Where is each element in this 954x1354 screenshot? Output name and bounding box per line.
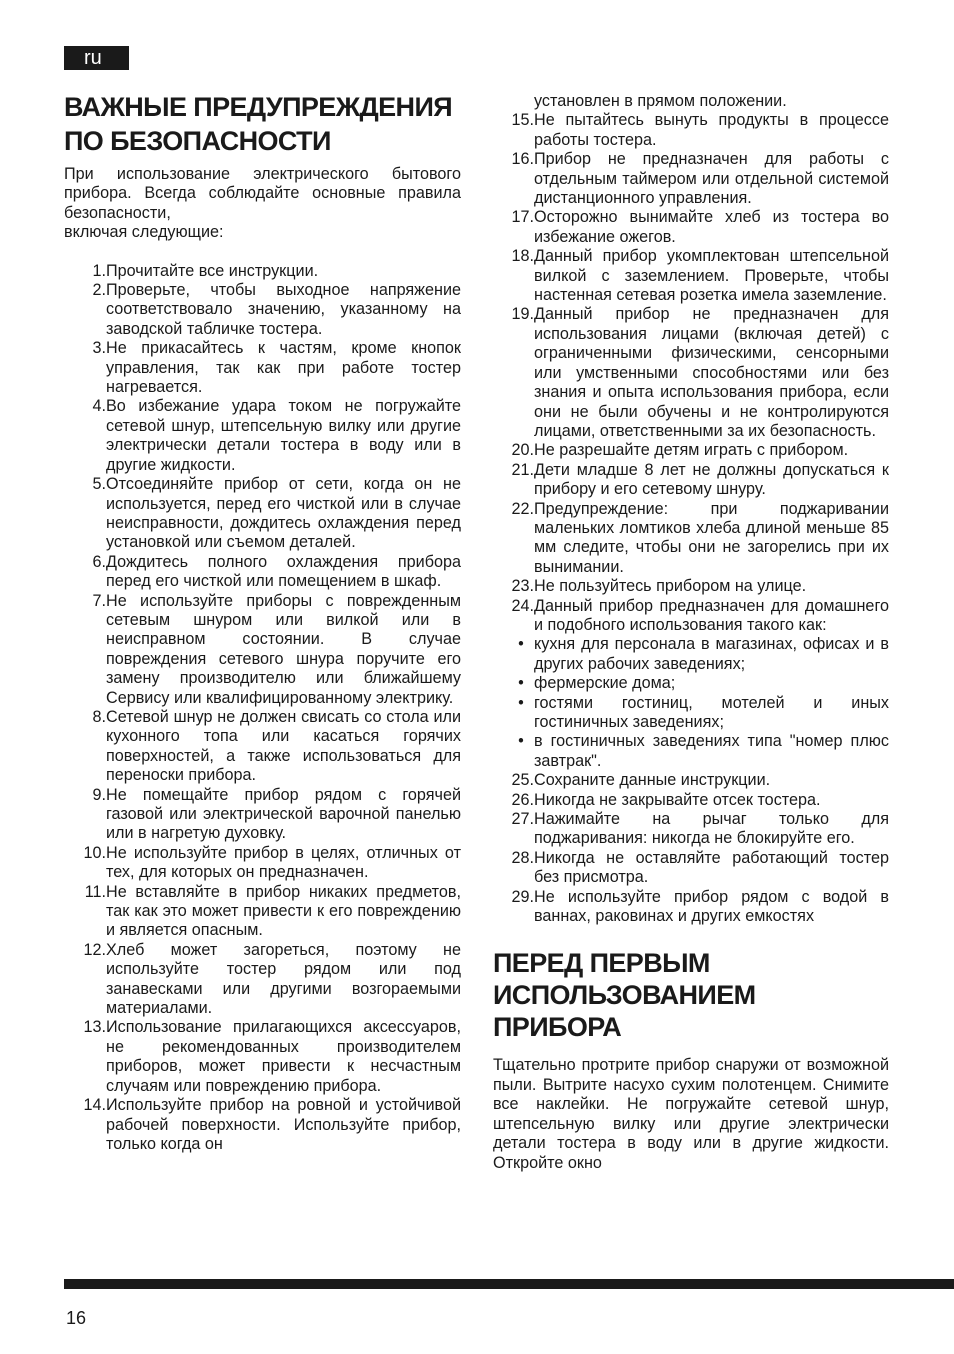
list-item-text: Никогда не закрывайте отсек тостера.	[534, 790, 821, 809]
list-item-text: Сетевой шнур не должен свисать со стола или кухонного топа или касаться горячих поверхностей, а также использоваться для переноски прибора.	[106, 707, 461, 785]
list-item-text: Прочитайте все инструкции.	[106, 261, 319, 280]
list-item-number	[493, 771, 534, 790]
list-item-number	[64, 592, 106, 708]
list-item-number	[493, 810, 534, 849]
list-item-marker: 5.	[92, 475, 106, 494]
list-item-marker: 19.	[511, 305, 534, 324]
list-item-marker: 1.	[92, 261, 106, 280]
list-item-number	[64, 397, 106, 475]
list-item-number	[64, 553, 106, 592]
list-item-number	[493, 305, 534, 441]
list-item-marker: 10.	[83, 843, 106, 862]
list-item-marker: 16.	[511, 150, 534, 169]
list-item-marker: 7.	[92, 591, 106, 610]
list-item	[493, 500, 889, 578]
list-item	[493, 461, 889, 500]
list-item-number	[493, 461, 534, 500]
list-item	[64, 844, 461, 883]
list-item-marker: 6.	[92, 552, 106, 571]
list-item	[493, 791, 889, 810]
list-item-text: Нажимайте на рычаг только для поджаривания: никогда не блокируйте его.	[534, 810, 889, 848]
list-item-marker: •	[518, 635, 524, 654]
list-item-number	[64, 1018, 106, 1096]
list-item-number	[493, 111, 534, 150]
list-item-marker: 2.	[92, 281, 106, 300]
list-item	[493, 441, 889, 460]
list-item-marker: 15.	[511, 111, 534, 130]
list-item-number	[64, 883, 106, 941]
bullet-item	[493, 694, 889, 733]
list-item-number	[493, 500, 534, 578]
item-14-continuation: установлен в прямом положении.	[534, 92, 787, 110]
safety-intro-line2: включая следующие:	[64, 223, 224, 242]
list-item	[493, 888, 889, 927]
list-item-marker: 18.	[511, 247, 534, 266]
list-item-text: в гостиничных заведениях типа "номер плюс завтрак".	[534, 732, 889, 770]
list-item	[493, 849, 889, 888]
safety-intro-line1: При использование электрического бытового прибора. Всегда соблюдайте основные правила безопасности,	[64, 165, 461, 222]
list-item-number	[64, 475, 106, 553]
list-item-marker: 4.	[92, 397, 106, 416]
list-item-number	[64, 1096, 106, 1154]
list-item-text: Не прикасайтесь к частям, кроме кнопок управления, так как при работе тостер нагревается.	[106, 339, 461, 397]
list-item-text: Не разрешайте детям играть с прибором.	[534, 441, 849, 460]
list-item-number	[493, 247, 534, 305]
list-item-marker: •	[518, 674, 524, 693]
list-item-number	[493, 849, 534, 888]
list-item-number	[64, 708, 106, 786]
list-item-number	[493, 674, 534, 693]
list-item	[64, 883, 461, 941]
safety-title-line1: ВАЖНЫЕ ПРЕДУПРЕЖДЕНИЯ	[64, 92, 453, 122]
list-item-marker: 22.	[511, 499, 534, 518]
bullet-item	[493, 674, 889, 693]
right-column	[493, 92, 889, 1173]
left-column	[64, 90, 461, 1154]
list-item-marker: 24.	[511, 596, 534, 615]
list-item	[493, 247, 889, 305]
list-item-marker: 11.	[84, 882, 106, 901]
list-item-text: Дети младше 8 лет не должны допускаться к прибору и его сетевому шнуру.	[534, 460, 889, 499]
list-item	[64, 1096, 461, 1154]
list-item	[64, 786, 461, 844]
list-item	[493, 810, 889, 849]
first-use-title-line1: ПЕРЕД ПЕРВЫМ	[493, 948, 710, 979]
list-item-marker: 27.	[511, 810, 534, 829]
list-item-number	[493, 577, 534, 596]
list-item	[493, 771, 889, 790]
list-item	[64, 262, 461, 281]
list-item-marker: 17.	[511, 208, 534, 227]
list-item-text: Не пользуйтесь прибором на улице.	[534, 577, 807, 596]
list-item-text: Прибор не предназначен для работы с отдельным таймером или отдельной системой дистанционного управления.	[534, 150, 889, 208]
list-item	[493, 150, 889, 208]
list-item-marker: 25.	[511, 771, 534, 790]
first-use-title-line3: ПРИБОРА	[493, 1012, 622, 1043]
bullet-item	[493, 732, 889, 771]
list-item-marker: 26.	[511, 790, 534, 809]
list-item-text: Не пытайтесь вынуть продукты в процессе работы тостера.	[534, 111, 889, 149]
list-item-text: Не используйте прибор рядом с водой в ваннах, раковинах и других емкостях	[534, 887, 889, 926]
list-item-text: Дождитесь полного охлаждения прибора перед его чисткой или помещением в шкаф.	[106, 552, 461, 591]
list-item-number	[64, 786, 106, 844]
language-badge: ru	[64, 46, 129, 70]
list-item-text: кухня для персонала в магазинах, офисах и в других рабочих заведениях;	[534, 635, 889, 673]
list-item-marker: 13.	[83, 1018, 106, 1037]
list-item-text: Не используйте прибор в целях, отличных от тех, для которых он предназначен.	[106, 843, 461, 882]
list-item-marker: 3.	[92, 339, 106, 358]
list-item-number	[493, 791, 534, 810]
list-item-number	[493, 694, 534, 733]
list-item-number	[64, 339, 106, 397]
page-number: 16	[66, 1308, 87, 1328]
first-use-title	[493, 947, 889, 1043]
list-item-text: Использование прилагающихся аксессуаров, не рекомендованных производителем приборов, может привести к несчастным случаям или повреждению прибора.	[106, 1018, 461, 1095]
list-item-number	[64, 941, 106, 1019]
list-item-number	[64, 281, 106, 339]
first-use-paragraph: Тщательно протрите прибор снаружи от возможной пыли. Вытрите насухо сухим полотенцем. Снимите все наклейки. Не погружайте сетевой шнур, штепсельную вилку или другие электрически детали тостера в воду или в другие жидкости. Откройте окно	[493, 1056, 889, 1172]
safety-title-line2: ПО БЕЗОПАСНОСТИ	[64, 126, 331, 156]
list-item-number	[64, 844, 106, 883]
list-item-marker: 28.	[511, 848, 534, 867]
list-item-marker: •	[518, 693, 524, 712]
list-item-text: Предупреждение: при поджаривании маленьких ломтиков хлеба длиной меньше 85 мм следите, чтобы они не загорелись при их вынимании.	[534, 499, 889, 576]
list-item-text: Не помещайте прибор рядом с горячей газовой или электрической варочной панелью или в нагретую духовку.	[106, 785, 461, 843]
list-item-marker: 9.	[92, 785, 106, 804]
safety-intro	[64, 165, 461, 243]
list-item-marker: 12.	[83, 940, 106, 959]
list-item-marker: 14.	[83, 1096, 106, 1115]
list-item-number	[493, 888, 534, 927]
list-item-text: Отсоединяйте прибор от сети, когда он не используется, перед его чисткой или в случае неисправности, дождитесь охлаждения перед установкой или съемом деталей.	[106, 475, 461, 552]
list-item-text: Используйте прибор на ровной и устойчивой рабочей поверхности. Используйте прибор, только когда он	[106, 1096, 461, 1153]
list-item-text: Данный прибор не предназначен для использования лицами (включая детей) с ограниченными физическими, сенсорными или умственными способностями или без знания и опыта использования прибора, если они не были обучены и не контролируются лицами, ответственными за их безопасность.	[534, 305, 889, 440]
list-item	[64, 708, 461, 786]
list-item-marker: 21.	[511, 460, 534, 479]
list-item	[64, 475, 461, 553]
list-item	[64, 553, 461, 592]
list-item	[64, 1018, 461, 1096]
bullet-item	[493, 635, 889, 674]
list-item-text: Осторожно вынимайте хлеб из тостера во избежание ожегов.	[534, 208, 889, 246]
safety-list-left	[64, 262, 461, 1155]
list-item-text: Данный прибор предназначен для домашнего и подобного использования такого как:	[534, 596, 889, 634]
list-item-text: гостями гостиниц, мотелей и иных гостиничных заведениях;	[534, 693, 889, 731]
list-item	[64, 281, 461, 339]
list-item	[493, 111, 889, 150]
list-item	[64, 592, 461, 708]
list-item-number	[493, 635, 534, 674]
list-item-text: Никогда не оставляйте работающий тостер без присмотра.	[534, 848, 889, 887]
list-item	[493, 597, 889, 636]
list-item	[493, 577, 889, 596]
list-item-number	[493, 441, 534, 460]
safety-title	[64, 90, 461, 158]
list-item-number	[64, 262, 106, 281]
safety-list-right	[493, 111, 889, 926]
list-item-text: Во избежание удара током не погружайте сетевой шнур, штепсельную вилку или другие электрически детали тостера в воду или в другие жидкости.	[106, 397, 461, 474]
list-item-text: Сохраните данные инструкции.	[534, 771, 771, 790]
list-item	[493, 305, 889, 441]
list-item-marker: 29.	[511, 887, 534, 906]
list-item-number	[493, 150, 534, 208]
list-item-marker: 8.	[92, 707, 106, 726]
list-item-text: Проверьте, чтобы выходное напряжение соответствовало значению, указанному на заводской табличке тостера.	[106, 281, 461, 338]
list-item	[493, 208, 889, 247]
list-item	[64, 397, 461, 475]
list-item-text: Не вставляйте в прибор никаких предметов, так как это может привести к его повреждению и является опасным.	[106, 882, 461, 940]
list-item-text: фермерские дома;	[534, 674, 676, 693]
footer-rule	[64, 1279, 954, 1289]
list-item-marker: 20.	[511, 441, 534, 460]
list-item-marker: •	[518, 732, 524, 751]
list-item-number	[493, 597, 534, 636]
list-item	[64, 339, 461, 397]
list-item-text: Не используйте приборы с поврежденным сетевым шнуром или вилкой или в неисправном состоянии. В случае повреждения сетевого шнура поручите его замену производителю или ближайшему Сервису или квалифицированному электрику.	[106, 591, 461, 707]
first-use-title-line2: ИСПОЛЬЗОВАНИЕМ	[493, 980, 756, 1011]
list-item-number	[493, 732, 534, 771]
list-item-text: Хлеб может загореться, поэтому не используйте тостер рядом или под занавесками или другими возгораемыми материалами.	[106, 940, 461, 1018]
list-item-marker: 23.	[511, 577, 534, 596]
list-item-number	[493, 208, 534, 247]
list-item	[64, 941, 461, 1019]
list-item-text: Данный прибор укомплектован штепсельной вилкой с заземлением. Проверьте, чтобы настенная сетевая розетка имела заземление.	[534, 247, 889, 305]
